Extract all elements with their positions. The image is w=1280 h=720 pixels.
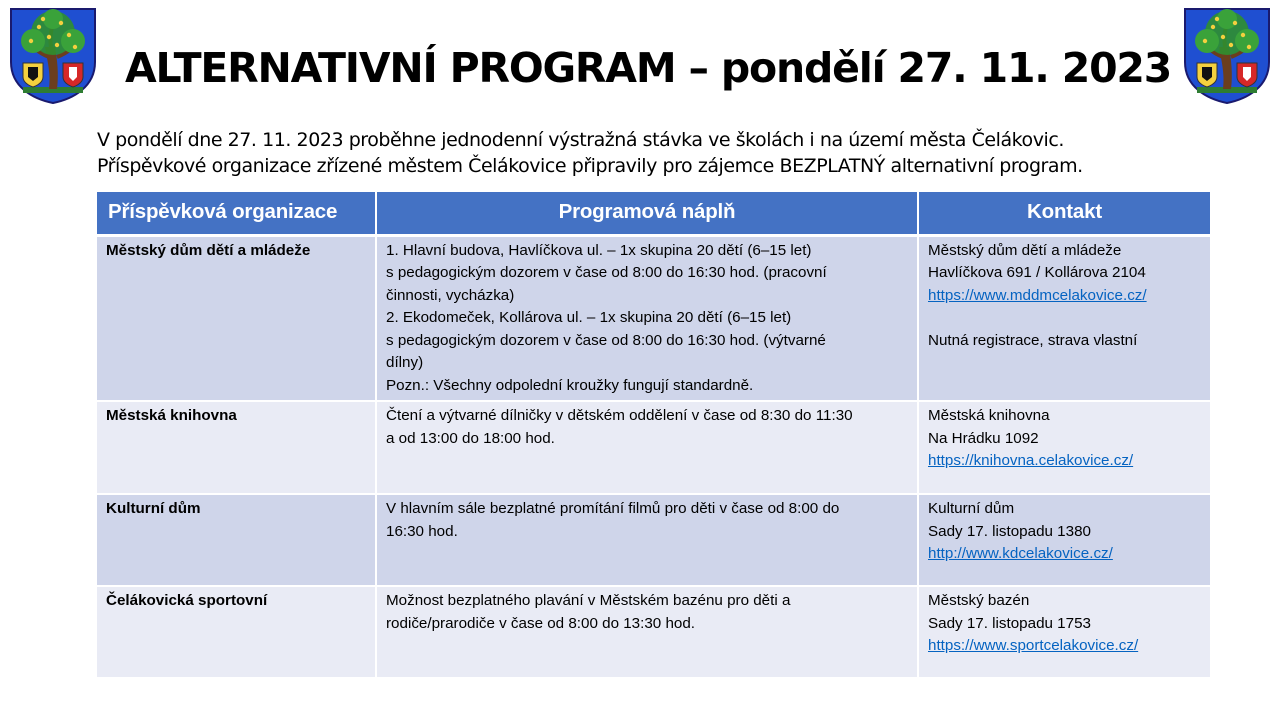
contact-address: Sady 17. listopadu 1753: [928, 614, 1091, 632]
table-row: [97, 494, 1210, 586]
program-line: a od 13:00 do 18:00 hod.: [386, 429, 555, 447]
contact-address: Havlíčkova 691 / Kollárova 2104: [928, 264, 1146, 282]
contact-address: Na Hrádku 1092: [928, 429, 1039, 447]
contact-address: Sady 17. listopadu 1380: [928, 522, 1091, 540]
program-line: dílny): [386, 354, 424, 372]
organization-cell: Městský dům dětí a mládeže: [97, 235, 376, 401]
program-line: V hlavním sále bezplatné promítání filmů pro děti v čase od 8:00 do: [386, 500, 840, 517]
table-row: [97, 235, 1210, 401]
program-line: s pedagogickým dozorem v čase od 8:00 do 16:30 hod. (pracovní: [386, 264, 827, 282]
program-line: 1. Hlavní budova, Havlíčkova ul. – 1x skupina 20 dětí (6–15 let): [386, 241, 812, 259]
contact-cell: [918, 235, 1210, 401]
header-organization: Příspěvková organizace: [97, 192, 376, 235]
contact-name: Městská knihovna: [928, 407, 1050, 424]
table-row: [97, 401, 1210, 494]
contact-link[interactable]: https://www.mddmcelakovice.cz/: [928, 286, 1147, 304]
contact-name: Městský dům dětí a mládeže: [928, 241, 1122, 259]
program-line: 2. Ekodomeček, Kollárova ul. – 1x skupina 20 dětí (6–15 let): [386, 309, 792, 327]
contact-cell: [918, 401, 1210, 494]
program-cell: [376, 401, 918, 494]
program-table: [97, 192, 1210, 679]
program-cell: [376, 235, 918, 401]
organization-cell: Městská knihovna: [97, 401, 376, 494]
contact-cell: [918, 586, 1210, 678]
table-header-row: [97, 192, 1210, 235]
intro-text: [97, 127, 1237, 179]
organization-cell: Kulturní dům: [97, 494, 376, 586]
header-program: Programová náplň: [376, 192, 918, 235]
program-line: 16:30 hod.: [386, 522, 458, 540]
contact-link[interactable]: https://knihovna.celakovice.cz/: [928, 452, 1134, 470]
table-row: [97, 586, 1210, 678]
intro-line: Příspěvkové organizace zřízené městem Čelákovice připravily pro zájemce BEZPLATNÝ alternativní program.: [97, 155, 1083, 177]
contact-name: Kulturní dům: [928, 500, 1015, 517]
program-line: Čtení a výtvarné dílničky v dětském oddělení v čase od 8:30 do 11:30: [386, 407, 853, 424]
organization-cell: Čelákovická sportovní: [97, 586, 376, 678]
program-cell: [376, 586, 918, 678]
contact-name: Městský bazén: [928, 592, 1030, 609]
page-title: ALTERNATIVNÍ PROGRAM – pondělí 27. 11. 2023: [124, 44, 1172, 92]
contact-cell: [918, 494, 1210, 586]
program-cell: [376, 494, 918, 586]
program-line: činnosti, vycházka): [386, 286, 515, 304]
header-contact: Kontakt: [918, 192, 1210, 235]
contact-link[interactable]: https://www.sportcelakovice.cz/: [928, 637, 1139, 655]
program-line: Pozn.: Všechny odpolední kroužky fungují standardně.: [386, 377, 754, 395]
program-line: rodiče/prarodiče v čase od 8:00 do 13:30 hod.: [386, 614, 696, 632]
contact-note: Nutná registrace, strava vlastní: [928, 331, 1138, 349]
program-line: s pedagogickým dozorem v čase od 8:00 do 16:30 hod. (výtvarné: [386, 331, 826, 349]
contact-link[interactable]: http://www.kdcelakovice.cz/: [928, 545, 1113, 563]
program-line: Možnost bezplatného plavání v Městském bazénu pro děti a: [386, 592, 791, 609]
intro-line: V pondělí dne 27. 11. 2023 proběhne jednodenní výstražná stávka ve školách i na území města Čelákovic.: [97, 129, 1064, 151]
